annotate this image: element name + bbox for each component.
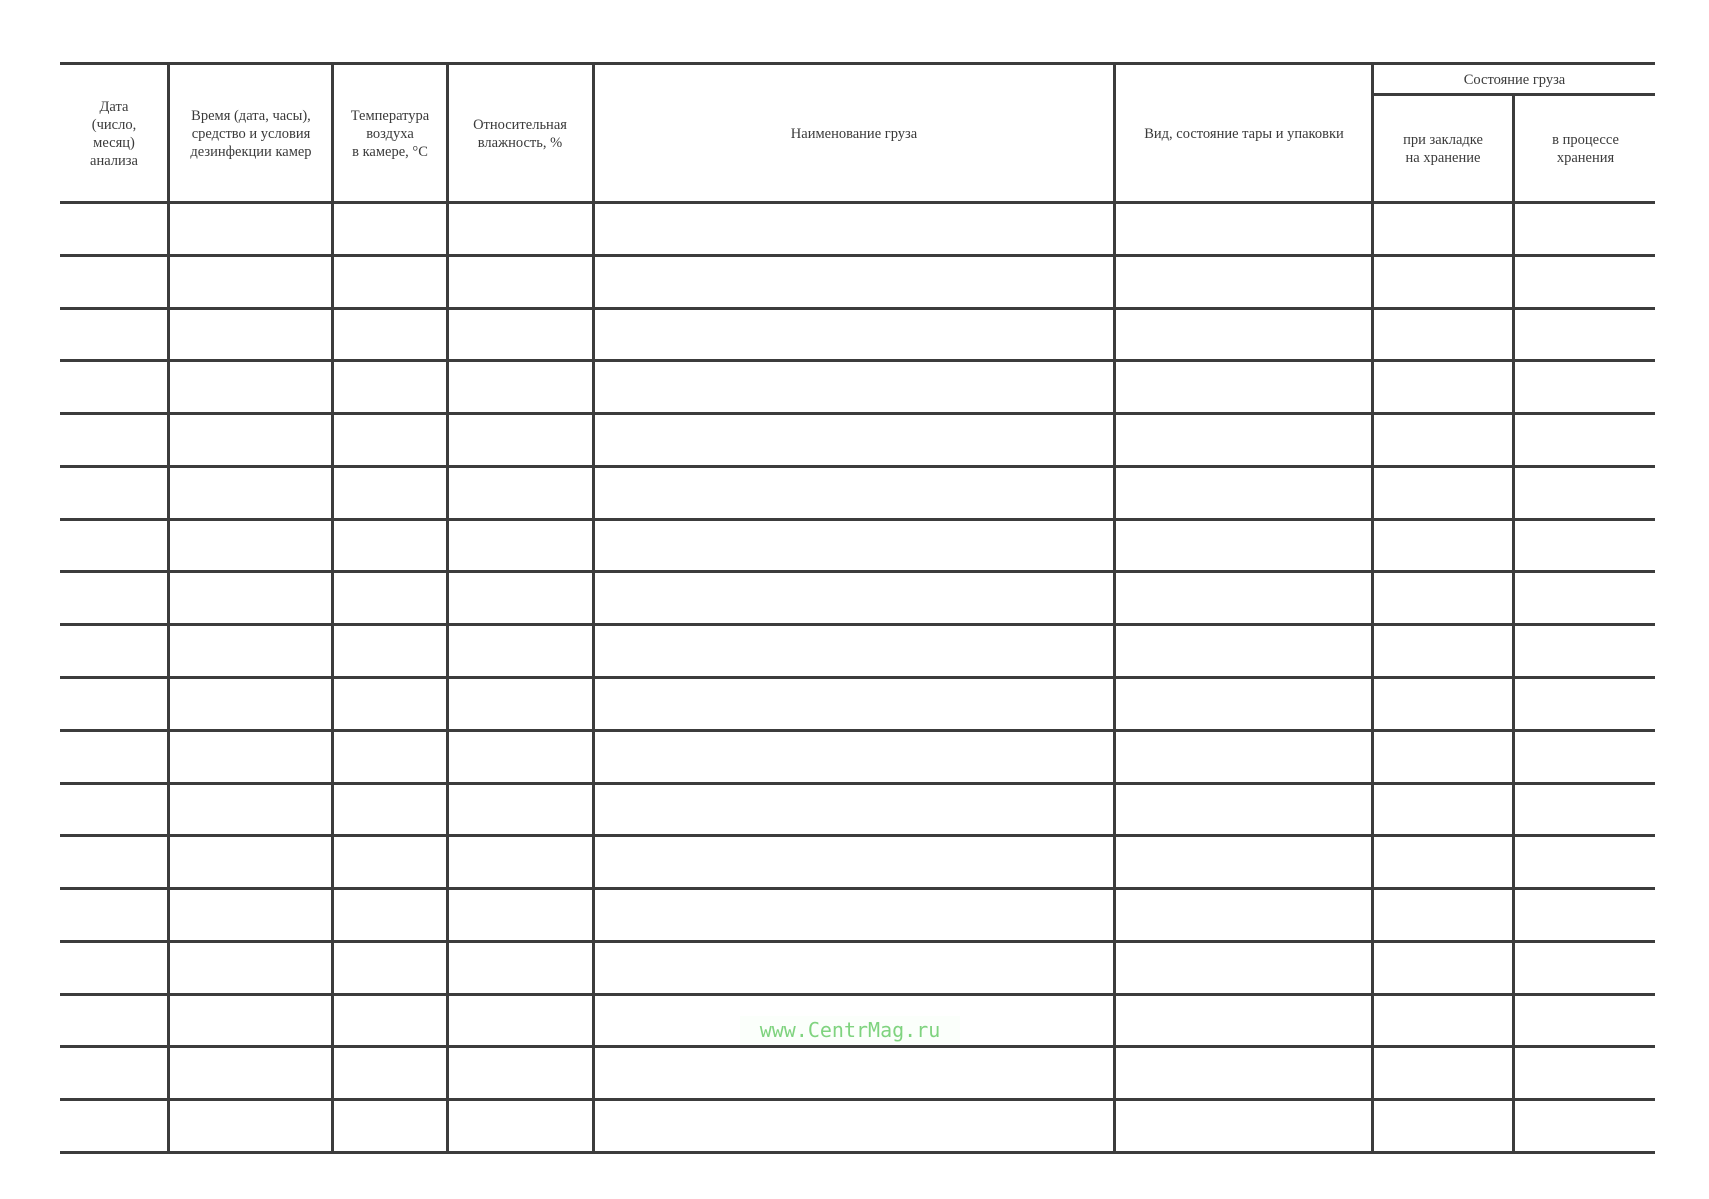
table-bottom-border bbox=[60, 1151, 1655, 1154]
row-divider bbox=[60, 940, 1655, 943]
row-divider bbox=[60, 518, 1655, 521]
header-cargo-name: Наименование груза bbox=[790, 126, 918, 142]
row-divider bbox=[60, 782, 1655, 785]
row-divider bbox=[60, 254, 1655, 257]
column-divider bbox=[331, 64, 334, 1153]
header-bottom-border bbox=[60, 201, 1655, 204]
header-air-temperature: Температура воздуха в камере, °С bbox=[350, 108, 430, 160]
row-divider bbox=[60, 412, 1655, 415]
header-disinfection-time: Время (дата, часы), средство и условия дезинфекции камер bbox=[190, 108, 312, 160]
header-relative-humidity: Относительная влажность, % bbox=[473, 117, 567, 151]
row-divider bbox=[60, 993, 1655, 996]
header-date: Дата (число, месяц) анализа bbox=[90, 99, 138, 169]
header-cargo-state: Состояние груза bbox=[1463, 72, 1566, 88]
row-divider bbox=[60, 465, 1655, 468]
column-divider bbox=[592, 64, 595, 1153]
column-divider bbox=[446, 64, 449, 1153]
row-divider bbox=[60, 307, 1655, 310]
row-divider bbox=[60, 1045, 1655, 1048]
row-divider bbox=[60, 834, 1655, 837]
subheader-divider bbox=[1371, 93, 1655, 96]
column-divider bbox=[1113, 64, 1116, 1153]
row-divider bbox=[60, 887, 1655, 890]
row-divider bbox=[60, 623, 1655, 626]
header-container-packaging: Вид, состояние тары и упаковки bbox=[1144, 126, 1344, 142]
header-at-storage: при закладке на хранение bbox=[1403, 132, 1483, 166]
table-top-border bbox=[60, 62, 1655, 65]
row-divider bbox=[60, 570, 1655, 573]
row-divider bbox=[60, 676, 1655, 679]
row-divider bbox=[60, 359, 1655, 362]
column-divider bbox=[1371, 64, 1374, 1153]
header-during-storage: в процессе хранения bbox=[1552, 132, 1619, 166]
watermark: www.CentrMag.ru bbox=[740, 1016, 960, 1044]
row-divider bbox=[60, 729, 1655, 732]
column-divider bbox=[167, 64, 170, 1153]
row-divider bbox=[60, 1098, 1655, 1101]
